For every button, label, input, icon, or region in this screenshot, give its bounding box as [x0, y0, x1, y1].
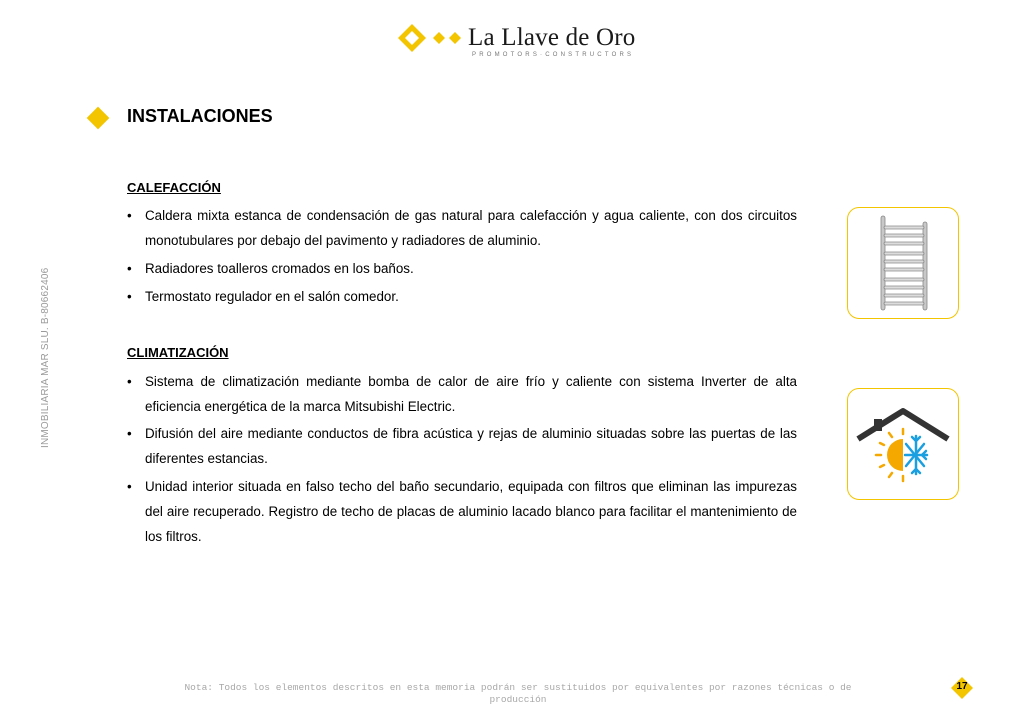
page-number: 17 — [956, 681, 968, 692]
bullet: • — [127, 374, 132, 389]
list-item-text: Caldera mixta estanca de condensación de gas natural para calefacción y agua caliente, con dos circuitos monotubulares por debajo del pavimento y radiadores de aluminio. — [145, 208, 797, 248]
page-title: INSTALACIONES — [127, 106, 273, 126]
page-number-badge — [951, 677, 973, 699]
list-item — [127, 421, 797, 471]
list-item-text: Unidad interior situada en falso techo del baño secundario, equipada con filtros que eliminan las impurezas del aire recuperado. Registro de techo de placas de aluminio lacado blanco para facilitar el mantenimiento de los filtros. — [145, 479, 797, 544]
bullet: • — [127, 479, 132, 494]
brand-tagline: PROMOTORS·CONSTRUCTORS — [472, 52, 635, 58]
list-item — [127, 203, 797, 253]
list-item-text: Difusión del aire mediante conductos de fibra acústica y rejas de aluminio situadas sobre las puertas de las diferentes estancias. — [145, 426, 797, 466]
title-diamond-icon — [87, 107, 110, 130]
logo-diamonds-icon — [396, 20, 468, 60]
section-title-climatizacion: CLIMATIZACIÓN — [127, 345, 229, 360]
list-item-text: Radiadores toalleros cromados en los baños. — [145, 261, 414, 276]
heating-card — [847, 207, 959, 319]
list-item — [127, 474, 797, 549]
list-item-text: Sistema de climatización mediante bomba de calor de aire frío y caliente con sistema Inverter de alta eficiencia energética de la marca Mitsubishi Electric. — [145, 374, 797, 414]
list-item — [127, 284, 797, 309]
towel-radiator-icon — [848, 208, 958, 318]
brand-logo — [396, 20, 636, 64]
bullet: • — [127, 289, 132, 304]
list-item-text: Termostato regulador en el salón comedor. — [145, 289, 399, 304]
house-sun-snow-icon — [848, 389, 958, 499]
bullet: • — [127, 426, 132, 441]
bullet: • — [127, 208, 132, 223]
brand-name: La Llave de Oro — [468, 24, 636, 51]
list-item — [127, 256, 797, 281]
bullet: • — [127, 261, 132, 276]
list-item — [127, 369, 797, 419]
climate-card — [847, 388, 959, 500]
side-company-text: INMOBILIARIA MAR SLU. B-80662406 — [40, 267, 51, 448]
section-title-calefaccion: CALEFACCIÓN — [127, 180, 221, 195]
footer-note: Nota: Todos los elementos descritos en esta memoria podrán ser sustituidos por equivalentes por razones técnicas o de producción — [184, 682, 852, 705]
